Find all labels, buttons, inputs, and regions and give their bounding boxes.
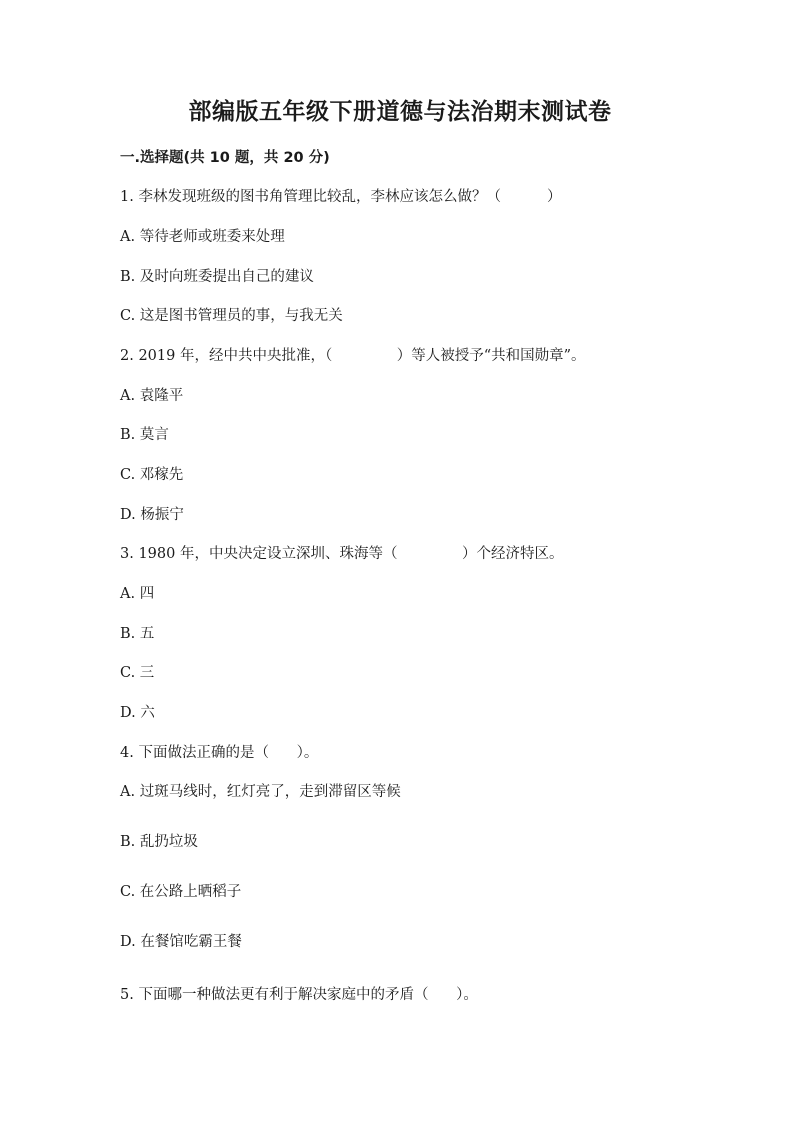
question-2-option-c[interactable]: C. 邓稼先 [120, 467, 184, 483]
question-1-stem: 1. 李林发现班级的图书角管理比较乱，李林应该怎么做？（ ） [120, 189, 562, 205]
section-heading: 一.选择题(共 10 题，共 20 分) [120, 150, 330, 166]
question-5-stem: 5. 下面哪一种做法更有利于解决家庭中的矛盾（ ）。 [120, 987, 478, 1003]
question-1-option-a[interactable]: A. 等待老师或班委来处理 [120, 229, 285, 245]
question-2-option-d[interactable]: D. 杨振宁 [120, 507, 184, 523]
question-1-option-c[interactable]: C. 这是图书管理员的事，与我无关 [120, 308, 343, 324]
question-3-option-d[interactable]: D. 六 [120, 705, 155, 721]
question-4-option-b[interactable]: B. 乱扔垃圾 [120, 834, 198, 850]
question-4-option-d[interactable]: D. 在餐馆吃霸王餐 [120, 934, 242, 950]
question-2-stem: 2. 2019 年，经中共中央批准，（ ）等人被授予“共和国勋章”。 [120, 348, 586, 364]
question-1-option-b[interactable]: B. 及时向班委提出自己的建议 [120, 269, 314, 285]
exam-title: 部编版五年级下册道德与法治期末测试卷 [188, 99, 612, 125]
question-3-option-c[interactable]: C. 三 [120, 665, 155, 681]
question-4-stem: 4. 下面做法正确的是（ ）。 [120, 745, 319, 761]
question-4-option-c[interactable]: C. 在公路上晒稻子 [120, 884, 242, 900]
question-3-stem: 3. 1980 年，中央决定设立深圳、珠海等（ ）个经济特区。 [120, 546, 564, 562]
question-3-option-a[interactable]: A. 四 [120, 586, 155, 602]
question-2-option-a[interactable]: A. 袁隆平 [120, 388, 184, 404]
question-3-option-b[interactable]: B. 五 [120, 626, 155, 642]
question-4-option-a[interactable]: A. 过斑马线时，红灯亮了，走到滞留区等候 [120, 784, 401, 800]
question-2-option-b[interactable]: B. 莫言 [120, 427, 169, 443]
